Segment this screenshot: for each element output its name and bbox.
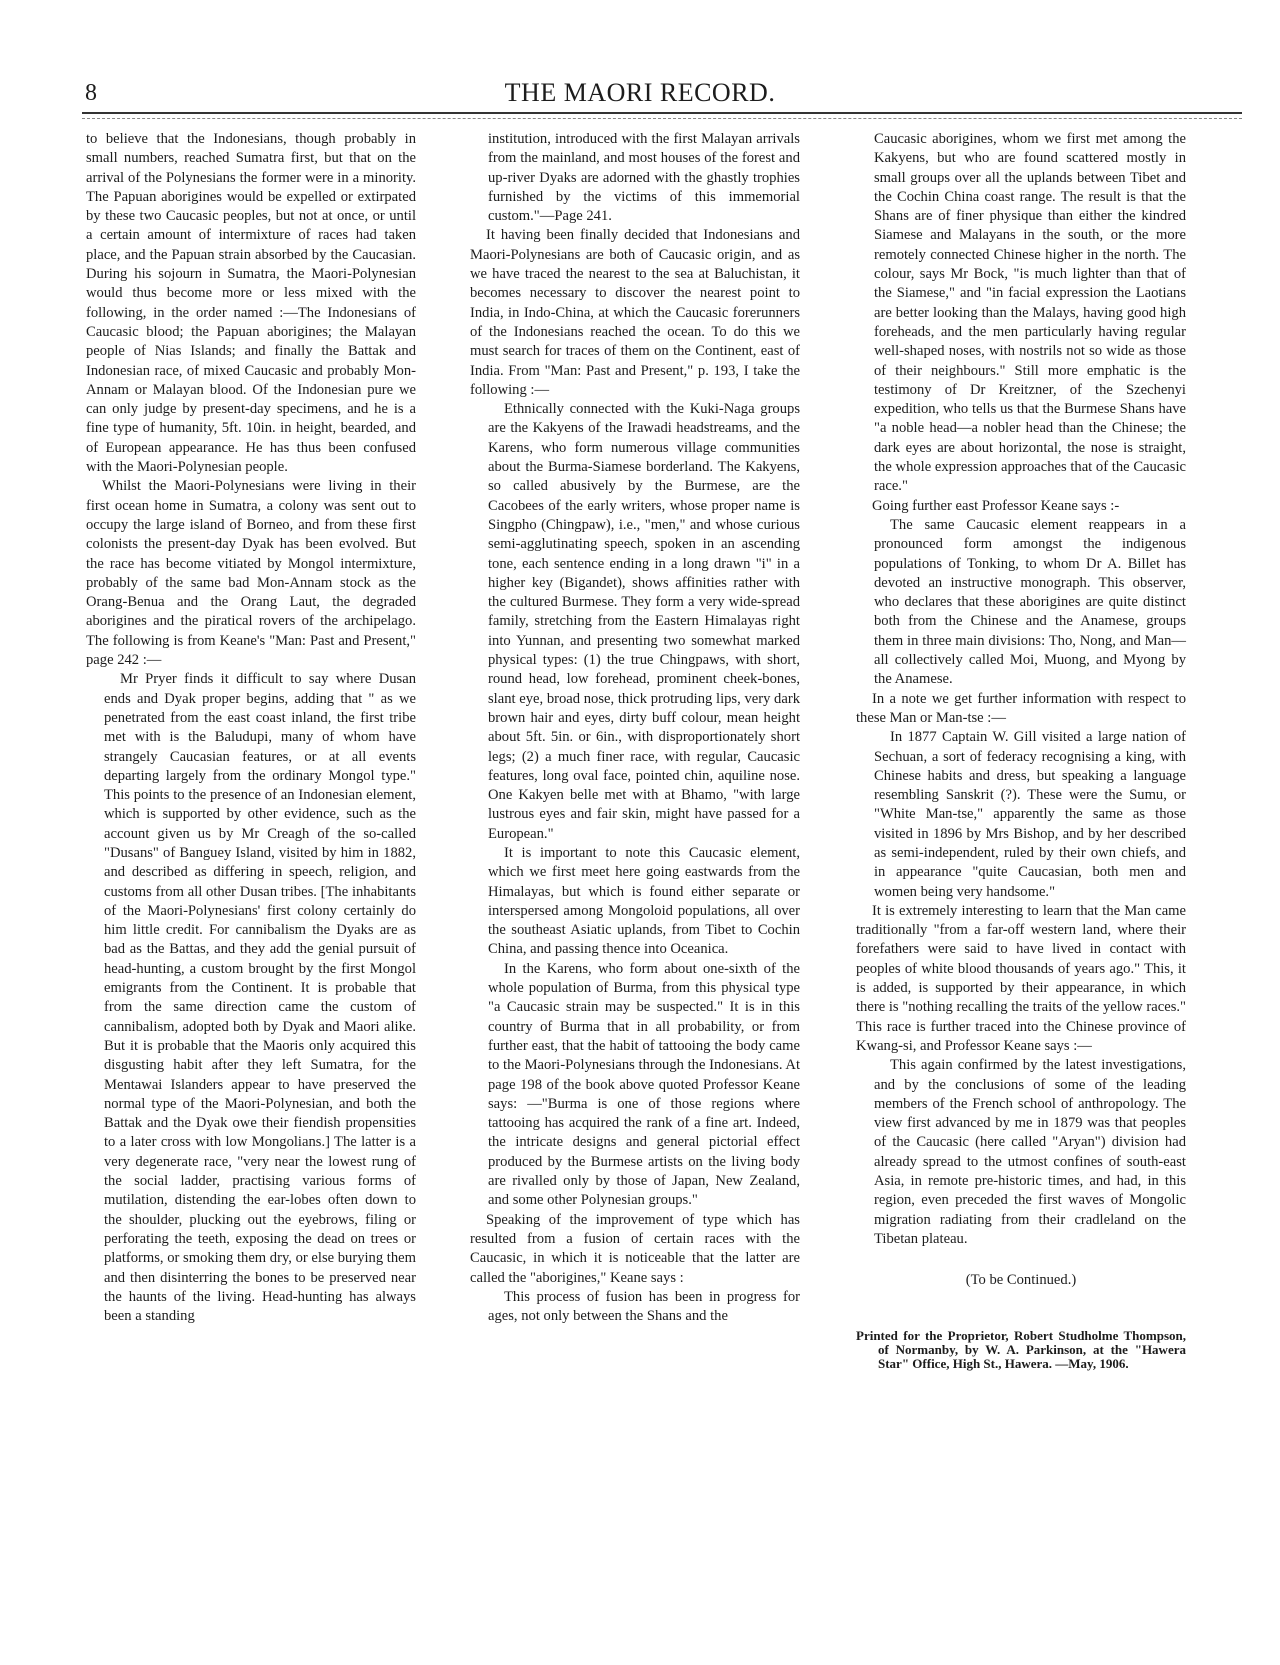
printer-imprint: Printed for the Proprietor, Robert Studholme Thompson, of Normanby, by W. A. Parkinson, at the "Hawera Star" Office, High St., Hawera. —May, 1906. bbox=[856, 1327, 1186, 1371]
block-quote bbox=[470, 400, 800, 1210]
block-quote bbox=[470, 1288, 800, 1327]
header-rule-secondary bbox=[82, 118, 1242, 119]
paragraph: It is extremely interesting to learn that the Man came traditionally "from a far-off western land, where their forefathers were said to have lived in contact with peoples of white blood thousands of years ago." This, it is added, is supported by their appearance, in which there is "nothing recalling the traits of the yellow races." This race is further traced into the Chinese province of Kwang-si, and Professor Keane says :— bbox=[856, 902, 1186, 1054]
block-quote bbox=[856, 130, 1186, 497]
header-rule bbox=[82, 112, 1242, 114]
column-3 bbox=[856, 130, 1186, 1371]
block-quote bbox=[856, 1056, 1186, 1249]
quote-paragraph: This process of fusion has been in progress for ages, not only between the Shans and the bbox=[488, 1288, 800, 1325]
paragraph: to believe that the Indonesians, though probably in small numbers, reached Sumatra first, but that on the arrival of the Polynesians the former were in a minority. The Papuan aborigines would be expelled or extirpated by these two Caucasic peoples, but not at once, or until a certain amount of intermixture of races had taken place, and the Papuan strain absorbed by the Caucasian. During his sojourn in Sumatra, the Maori-Polynesian would thus become more or less mixed with the following, in the order named :—The Indonesians of Caucasic blood; the Papuan aborigines; the Malayan people of Nias Islands; and finally the Battak and Indonesian race, of mixed Caucasic and probably Mon-Annam or Malayan blood. Of the Indonesian pure we can only judge by present-day specimens, and he is a fine type of humanity, 5ft. 10in. in height, bearded, and of European appearance. He has thus been confused with the Maori-Polynesian people. bbox=[86, 131, 416, 476]
block-quote bbox=[470, 130, 800, 226]
quote-paragraph: The same Caucasic element reappears in a pronounced form amongst the indigenous populations of Tonking, to whom Dr A. Billet has devoted an instructive monograph. This observer, who declares that these aborigines are quite distinct both from the Chinese and the Anamese, groups them in three main divisions: Tho, Nong, and Man—all collectively called Moi, Muong, and Myong by the Anamese. bbox=[874, 516, 1186, 688]
block-quote bbox=[856, 516, 1186, 690]
quote-paragraph: Caucasic aborigines, whom we first met among the Kakyens, but who are found scattered mostly in small groups over all the uplands between Tibet and the Cochin China coast range. The result is that the Shans are of finer physique than either the kindred Siamese and Malayans in the south, or the more remotely connected Chinese higher in the north. The colour, says Mr Bock, "is much lighter than that of the Siamese," and "in facial expression the Laotians are better looking than the Malays, having good high foreheads, and the men particularly having regular well-shaped noses, with nostrils not so wide as those of their neighbours." Still more emphatic is the testimony of Dr Kreitzner, of the Szechenyi expedition, who tells us that the Burmese Shans have "a noble head—a nobler head than the Chinese; the dark eyes are about horizontal, the nose is straight, the whole expression approaches that of the Caucasic race." bbox=[874, 131, 1186, 495]
column-1 bbox=[86, 130, 416, 1326]
paragraph: In a note we get further information with respect to these Man or Man-tse :— bbox=[856, 690, 1186, 726]
quote-paragraph: institution, introduced with the first Malayan arrivals from the mainland, and most houses of the forest and up-river Dyaks are adorned with the ghastly trophies furnished by the victims of this immemorial custom."—Page 241. bbox=[488, 131, 800, 225]
paragraph: Whilst the Maori-Polynesians were living in their first ocean home in Sumatra, a colony was sent out to occupy the large island of Borneo, and from these first colonists the present-day Dyak has been evolved. But the race has become vitiated by Mongol intermixture, probably of the same bad Mon-Annam stock as the Orang-Benua and the Orang Laut, the degraded aborigines and the piratical rovers of the archipelago. The following is from Keane's "Man: Past and Present," page 242 :— bbox=[86, 478, 416, 669]
paragraph: Going further east Professor Keane says :- bbox=[872, 497, 1120, 514]
paragraph: Speaking of the improvement of type which has resulted from a fusion of certain races with the Caucasic, in which it is noticeable that the latter are called the "aborigines," Keane says : bbox=[470, 1211, 800, 1286]
quote-paragraph: It is important to note this Caucasic element, which we first meet here going eastwards from the Himalayas, but which is found either separate or interspersed among Mongoloid populations, all over the southeast Asiatic uplands, from Tibet to Cochin China, and passing thence into Oceanica. bbox=[488, 844, 800, 958]
quote-paragraph: In 1877 Captain W. Gill visited a large nation of Sechuan, a sort of federacy recognising a king, with Chinese habits and dress, but speaking a language resembling Sanskrit (?). These were the Sumu, or "White Man-tse," apparently the same as those visited in 1896 by Mrs Bishop, and by her described as semi-independent, ruled by their own chiefs, and in appearance "quite Caucasian, both men and women being very handsome." bbox=[874, 729, 1186, 900]
block-quote bbox=[86, 670, 416, 1326]
block-quote bbox=[856, 728, 1186, 902]
quote-paragraph: In the Karens, who form about one-sixth of the whole population of Burma, from this physical type "a Caucasic strain may be suspected." It is in this country of Burma that in all probability, or from further east, that the habit of tattooing the body came to the Maori-Polynesians through the Indonesians. At page 198 of the book above quoted Professor Keane says: —"Burma is one of those regions where tattooing has acquired the rank of a fine art. Indeed, the intricate designs and general pictorial effect produced by the Burmese artists on the living body are rivalled only by those of Japan, New Zealand, and some other Polynesian groups." bbox=[488, 960, 800, 1209]
to-be-continued: (To be Continued.) bbox=[965, 1272, 1077, 1289]
paragraph: It having been finally decided that Indonesians and Maori-Polynesians are both of Caucasic origin, and as we have traced the nearest to the sea at Baluchistan, it becomes necessary to discover the nearest point to India, in Indo-China, at which the Caucasic forerunners of the Indonesians reached the ocean. To do this we must search for traces of them on the Continent, east of India. From "Man: Past and Present," p. 193, I take the following :— bbox=[470, 227, 800, 398]
column-2 bbox=[470, 130, 800, 1326]
quote-paragraph: This again confirmed by the latest investigations, and by the conclusions of some of the leading members of the French school of anthropology. The view first advanced by me in 1879 was that peoples of the Caucasic (here called "Aryan") division had already spread to the utmost confines of south-east Asia, in remote pre-historic times, and had, in this region, even preceded the first waves of Mongolic migration radiating from their cradleland on the Tibetan plateau. bbox=[874, 1057, 1186, 1247]
quote-paragraph: Mr Pryer finds it difficult to say where Dusan ends and Dyak proper begins, adding that " as we penetrated from the east coast inland, the first tribe met with is the Baludupi, many of whom have strangely Caucasian features, or at all events departing largely from the ordinary Mongol type." This points to the presence of an Indonesian element, which is supported by other evidence, such as the account given us by Mr Creagh of the so-called "Dusans" of Banguey Island, visited by him in 1882, and described as differing in speech, religion, and customs from all other Dusan tribes. [The inhabitants of the Maori-Polynesians' first colony certainly do him little credit. For cannibalism the Dyaks are as bad as the Battas, and they add the genial pursuit of head-hunting, a custom brought by the first Mongol emigrants from the Continent. It is probable that from the same direction came the custom of cannibalism, adopted both by Dyak and Maori alike. But it is probable that the Maoris only acquired this disgusting habit after they left Sumatra, for the Mentawai Islanders appear to have preserved the normal type of the Maori-Polynesian, and both the Battak and the Dyak owe their fiendish propensities to a later cross with low Mongolians.] The latter is a very degenerate race, "very near the lowest rung of the social ladder, practising various forms of mutilation, distending the ear-lobes often down to the shoulder, plucking out the eyebrows, filing or perforating the teeth, exposing the dead on trees or platforms, or smoking them dry, or else burying them and then disinterring the bones to be preserved near the haunts of the living. Head-hunting has always been a standing bbox=[104, 671, 416, 1325]
quote-paragraph: Ethnically connected with the Kuki-Naga groups are the Kakyens of the Irawadi headstreams, and the Karens, who form numerous village communities about the Burma-Siamese borderland. The Kakyens, so called abusively by the Burmese, are the Cacobees of the early writers, whose proper name is Singpho (Chingpaw), i.e., "men," and whose curious semi-agglutinating speech, spoken in an ascending tone, each sentence ending in a long drawn "i" in a higher key (Bigandet), shows affinities rather with the cultured Burmese. They form a very wide-spread family, stretching from the Eastern Himalayas right into Yunnan, and presenting two somewhat marked physical types: (1) the true Chingpaws, with short, round head, low forehead, prominent cheek-bones, slant eye, broad nose, thick protruding lips, very dark brown hair and eyes, dirty buff colour, mean height about 5ft. 5in. or 6in., with disproportionately short legs; (2) a much finer race, with regular, Caucasic features, long oval face, pointed chin, aquiline nose. One Kakyen belle met with at Bhamo, "with large lustrous eyes and fair skin, might have passed for a European." bbox=[488, 401, 800, 842]
page-number: 8 bbox=[85, 80, 97, 106]
masthead-title: THE MAORI RECORD. bbox=[504, 78, 776, 107]
